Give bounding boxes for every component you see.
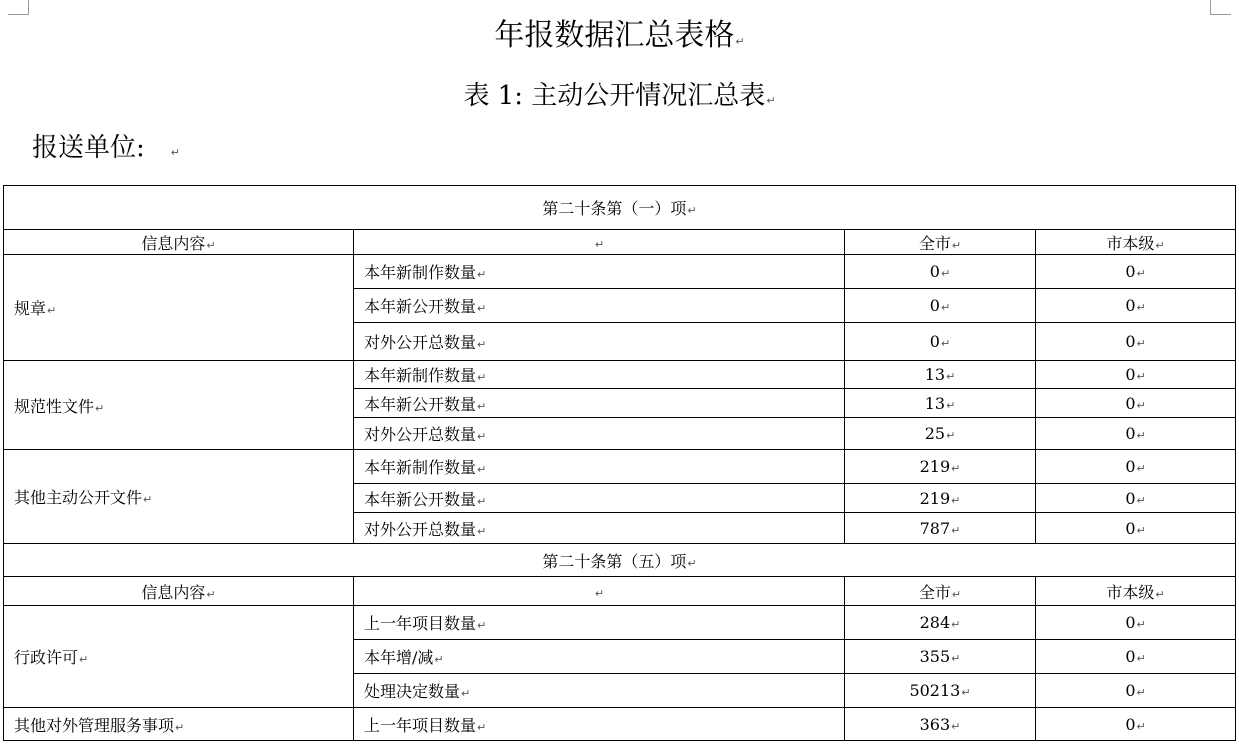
paragraph-mark-icon: ↵ xyxy=(940,337,951,350)
municipal-value: 0↵ xyxy=(1036,255,1236,289)
section-title: 第二十条第（一）项↵ xyxy=(4,186,1236,230)
paragraph-mark-icon: ↵ xyxy=(477,524,487,538)
section-title-row xyxy=(4,186,1236,230)
paragraph-mark-icon: ↵ xyxy=(594,237,605,251)
paragraph-mark-icon: ↵ xyxy=(143,493,153,506)
paragraph-mark-icon: ↵ xyxy=(206,238,216,252)
municipal-value: 0↵ xyxy=(1036,674,1236,708)
municipal-value: 0↵ xyxy=(1036,418,1236,450)
paragraph-mark-icon: ↵ xyxy=(477,302,487,315)
paragraph-mark-icon: ↵ xyxy=(951,493,961,507)
city-value: 284↵ xyxy=(845,606,1036,640)
municipal-value: 0↵ xyxy=(1036,513,1236,544)
item-cell: 本年增/减↵ xyxy=(354,640,845,674)
paragraph-mark-icon: ↵ xyxy=(477,371,487,384)
municipal-value: 0↵ xyxy=(1036,289,1236,323)
page-corner-marker-left xyxy=(8,0,29,15)
paragraph-mark-icon: ↵ xyxy=(206,587,216,601)
paragraph-mark-icon: ↵ xyxy=(946,398,956,412)
paragraph-mark-icon: ↵ xyxy=(961,686,971,699)
header-municipal: 市本级↵ xyxy=(1036,230,1236,255)
item-cell: 本年新公开数量↵ xyxy=(354,389,845,418)
paragraph-mark-icon: ↵ xyxy=(47,304,57,317)
paragraph-mark-icon: ↵ xyxy=(477,494,487,508)
header-info-content: 信息内容↵ xyxy=(4,230,354,255)
document-title: 年报数据汇总表格↵ xyxy=(494,18,745,53)
city-value: 0↵ xyxy=(845,255,1036,289)
paragraph-mark-icon: ↵ xyxy=(951,618,961,631)
paragraph-mark-icon: ↵ xyxy=(170,146,180,159)
table-row xyxy=(4,255,1236,289)
paragraph-mark-icon: ↵ xyxy=(940,267,951,280)
municipal-value: 0↵ xyxy=(1036,389,1236,418)
category-cell: 规范性文件↵ xyxy=(4,361,354,450)
paragraph-mark-icon: ↵ xyxy=(1155,238,1165,252)
category-cell: 其他对外管理服务事项↵ xyxy=(4,708,354,741)
city-value: 0↵ xyxy=(845,289,1036,323)
paragraph-mark-icon: ↵ xyxy=(1136,523,1146,537)
paragraph-mark-icon: ↵ xyxy=(1136,618,1146,631)
city-value: 13↵ xyxy=(845,361,1036,389)
city-value: 0↵ xyxy=(845,323,1036,361)
paragraph-mark-icon: ↵ xyxy=(477,430,487,443)
paragraph-mark-icon: ↵ xyxy=(951,587,962,601)
paragraph-mark-icon: ↵ xyxy=(1155,587,1165,601)
paragraph-mark-icon: ↵ xyxy=(1136,267,1146,280)
paragraph-mark-icon: ↵ xyxy=(1136,370,1146,383)
header-blank xyxy=(354,230,845,255)
item-cell: 上一年项目数量↵ xyxy=(354,606,845,640)
paragraph-mark-icon: ↵ xyxy=(735,35,745,48)
item-cell: 本年新制作数量↵ xyxy=(354,361,845,389)
item-cell: 对外公开总数量↵ xyxy=(354,513,845,544)
city-value: 25↵ xyxy=(845,418,1036,450)
paragraph-mark-icon: ↵ xyxy=(1136,462,1146,475)
header-city: 全市↵ xyxy=(845,230,1036,255)
item-cell: 对外公开总数量↵ xyxy=(354,418,845,450)
item-cell: 对外公开总数量↵ xyxy=(354,323,845,361)
header-info-content: 信息内容↵ xyxy=(4,577,354,606)
paragraph-mark-icon: ↵ xyxy=(951,652,961,665)
paragraph-mark-icon: ↵ xyxy=(687,204,697,217)
paragraph-mark-icon: ↵ xyxy=(1136,429,1146,442)
municipal-value: 0↵ xyxy=(1036,361,1236,389)
category-cell: 规章↵ xyxy=(4,255,354,361)
paragraph-mark-icon: ↵ xyxy=(687,556,697,570)
paragraph-mark-icon: ↵ xyxy=(946,429,956,442)
city-value: 787↵ xyxy=(845,513,1036,544)
paragraph-mark-icon: ↵ xyxy=(95,401,105,415)
reporting-unit-label: 报送单位: ↵ xyxy=(32,133,180,163)
paragraph-mark-icon: ↵ xyxy=(79,653,89,666)
paragraph-mark-icon: ↵ xyxy=(1136,719,1146,733)
paragraph-mark-icon: ↵ xyxy=(940,301,951,314)
city-value: 219↵ xyxy=(845,450,1036,484)
table-row xyxy=(4,361,1236,389)
paragraph-mark-icon: ↵ xyxy=(1136,652,1146,665)
item-cell: 处理决定数量↵ xyxy=(354,674,845,708)
item-cell: 本年新公开数量↵ xyxy=(354,484,845,513)
disclosure-summary-table xyxy=(3,185,1236,741)
municipal-value: 0↵ xyxy=(1036,606,1236,640)
paragraph-mark-icon: ↵ xyxy=(1136,398,1146,412)
paragraph-mark-icon: ↵ xyxy=(1136,493,1146,507)
paragraph-mark-icon: ↵ xyxy=(766,94,776,107)
paragraph-mark-icon: ↵ xyxy=(175,720,185,734)
municipal-value: 0↵ xyxy=(1036,708,1236,741)
municipal-value: 0↵ xyxy=(1036,323,1236,361)
city-value: 219↵ xyxy=(845,484,1036,513)
table-title: 表 1: 主动公开情况汇总表↵ xyxy=(463,81,776,111)
paragraph-mark-icon: ↵ xyxy=(477,268,487,281)
table-row xyxy=(4,450,1236,484)
municipal-value: 0↵ xyxy=(1036,640,1236,674)
paragraph-mark-icon: ↵ xyxy=(1136,686,1146,699)
header-row xyxy=(4,230,1236,255)
table-row xyxy=(4,606,1236,640)
paragraph-mark-icon: ↵ xyxy=(1136,337,1146,350)
page-corner-marker-right xyxy=(1210,0,1231,15)
section-title-row xyxy=(4,544,1236,577)
city-value: 50213↵ xyxy=(845,674,1036,708)
paragraph-mark-icon: ↵ xyxy=(951,238,962,252)
category-cell: 行政许可↵ xyxy=(4,606,354,708)
paragraph-mark-icon: ↵ xyxy=(951,719,961,733)
paragraph-mark-icon: ↵ xyxy=(951,462,961,475)
section-title: 第二十条第（五）项↵ xyxy=(4,544,1236,577)
paragraph-mark-icon: ↵ xyxy=(951,523,961,537)
header-municipal: 市本级↵ xyxy=(1036,577,1236,606)
table-row xyxy=(4,708,1236,741)
item-cell: 本年新公开数量↵ xyxy=(354,289,845,323)
city-value: 355↵ xyxy=(845,640,1036,674)
city-value: 363↵ xyxy=(845,708,1036,741)
paragraph-mark-icon: ↵ xyxy=(434,653,444,666)
paragraph-mark-icon: ↵ xyxy=(1136,301,1146,314)
paragraph-mark-icon: ↵ xyxy=(477,463,487,476)
municipal-value: 0↵ xyxy=(1036,450,1236,484)
item-cell: 本年新制作数量↵ xyxy=(354,255,845,289)
header-city: 全市↵ xyxy=(845,577,1036,606)
category-cell: 其他主动公开文件↵ xyxy=(4,450,354,544)
municipal-value: 0↵ xyxy=(1036,484,1236,513)
header-blank xyxy=(354,577,845,606)
paragraph-mark-icon: ↵ xyxy=(477,399,487,413)
city-value: 13↵ xyxy=(845,389,1036,418)
paragraph-mark-icon: ↵ xyxy=(477,619,487,632)
paragraph-mark-icon: ↵ xyxy=(477,338,487,351)
paragraph-mark-icon: ↵ xyxy=(946,370,956,383)
paragraph-mark-icon: ↵ xyxy=(594,586,605,600)
paragraph-mark-icon: ↵ xyxy=(461,687,471,700)
paragraph-mark-icon: ↵ xyxy=(477,720,487,734)
item-cell: 上一年项目数量↵ xyxy=(354,708,845,741)
header-row xyxy=(4,577,1236,606)
item-cell: 本年新制作数量↵ xyxy=(354,450,845,484)
